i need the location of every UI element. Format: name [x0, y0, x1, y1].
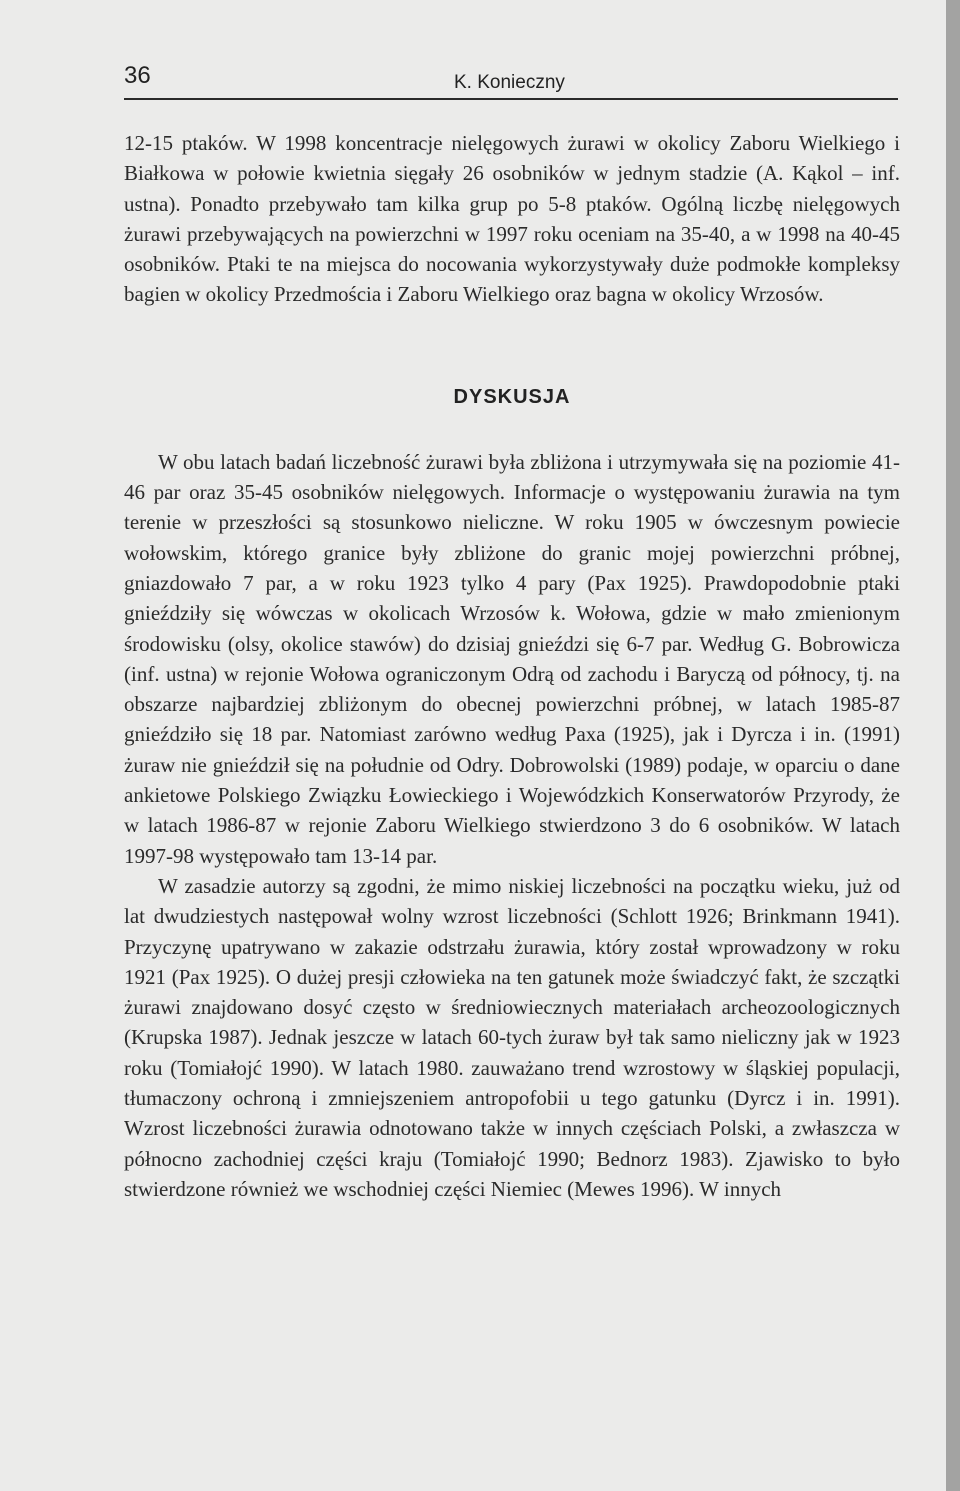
page-number: 36 — [124, 62, 151, 89]
section-heading: DYSKUSJA — [453, 385, 571, 408]
paragraph-discussion-1: W obu latach badań liczebność żurawi była zbliżona i utrzymywała się na poziomie 41-46 par oraz 35-45 osobników nielęgowych. Informacje o występowaniu żurawia na tym terenie w przeszłości są stosunkowo nieliczne. W roku 1905 w ówczesnym powiecie wołowskim, którego granice były zbliżone do granic mojej powierzchni próbnej, gniazdowało 7 par, a w roku 1923 tylko 4 pary (Pax 1925). Prawdopodobnie ptaki gnieździły się wówczas w okolicach Wrzosów k. Wołowa, gdzie w mało zmienionym środowisku (olsy, okolice stawów) do dzisiaj gnieździ się 6-7 par. Według G. Bobrowicza (inf. ustna) w rejonie Wołowa ograniczonym Odrą od zachodu i Baryczą od północy, tj. na obszarze najbardziej zbliżonym do obecnej powierzchni próbnej, w latach 1985-87 gnieździło się 18 par. Natomiast zarówno według Paxa (1925), jak i Dyrcza i in. (1991) żuraw nie gnieździł się na południe od Odry. Dobrowolski (1989) podaje, w oparciu o dane ankietowe Polskiego Związku Łowieckiego i Wojewódzkich Konserwatorów Przyrody, że w latach 1986-87 w rejonie Zaboru Wielkiego stwierdzono 3 do 6 osobników. W latach 1997-98 występowało tam 13-14 par. — [124, 449, 900, 868]
page-header — [124, 62, 896, 100]
running-head-author: K. Konieczny — [454, 72, 565, 93]
paragraph-continued: 12-15 ptaków. W 1998 koncentracje nielęgowych żurawi w okolicy Zaboru Wielkiego i Białkowa w połowie kwietnia sięgały 26 osobników w jednym stadzie (A. Kąkol – inf. ustna). Ponadto przebywało tam kilka grup po 5-8 ptaków. Ogólną liczbę nielęgowych żurawi przebywających na powierzchni w 1997 roku oceniam na 35-40, a w 1998 na 40-45 osobników. Ptaki te na miejsca do nocowania wykorzystywały duże podmokłe kompleksy bagien w okolicy Przedmościa i Zaboru Wielkiego oraz bagna w okolicy Wrzosów. — [124, 131, 900, 307]
header-rule — [124, 98, 898, 100]
paragraph-discussion-2: W zasadzie autorzy są zgodni, że mimo niskiej liczebności na początku wieku, już od lat dwudziestych następował wolny wzrost liczebności (Schlott 1926; Brinkmann 1941). Przyczynę upatrywano w zakazie odstrzału żurawia, który został wprowadzony w roku 1921 (Pax 1925). O dużej presji człowieka na ten gatunek może świadczyć fakt, że szczątki żurawi znajdowano dosyć często w średniowiecznych materiałach archeozoologicznych (Krupska 1987). Jednak jeszcze w latach 60-tych żuraw był tak samo nieliczny jak w 1923 roku (Tomiałojć 1990). W latach 1980. zauważano trend wzrostowy w śląskiej populacji, tłumaczony ochroną i zmniejszeniem antropofobii u tego gatunku (Dyrcz i in. 1991). Wzrost liczebności żurawia odnotowano także w innych częściach Polski, a zwłaszcza w północno zachodniej części kraju (Tomiałojć 1990; Bednorz 1983). Zjawisko to było stwierdzone również we wschodniej części Niemiec (Mewes 1996). W innych — [124, 873, 900, 1201]
scan-background-edge — [946, 0, 960, 1491]
body-text — [124, 128, 900, 1204]
